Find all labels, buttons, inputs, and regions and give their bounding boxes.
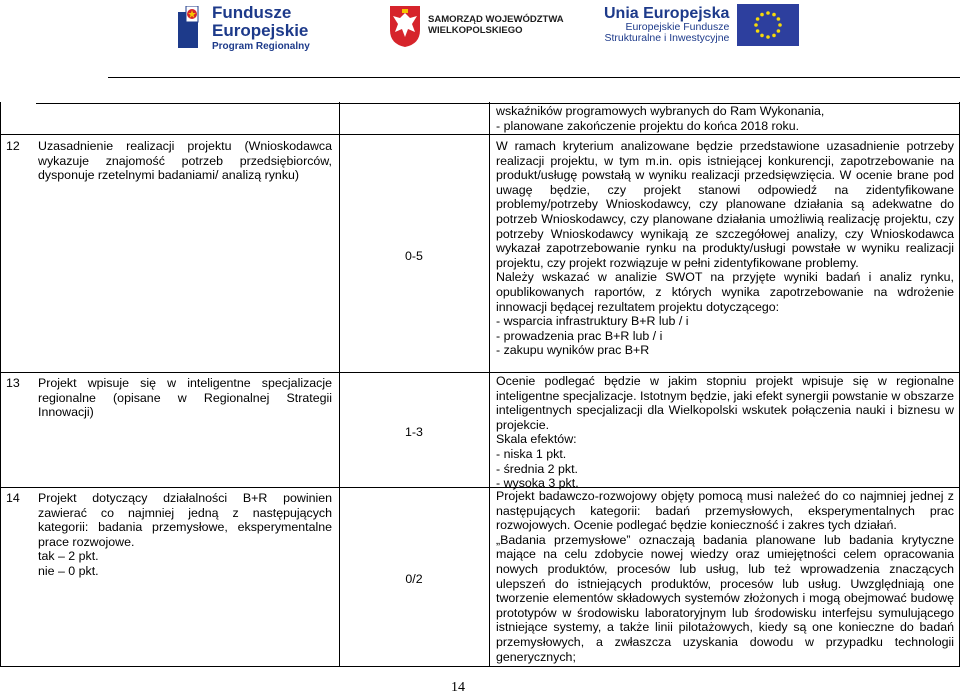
table-row: wskaźników programowych wybranych do Ram Wykonania, - planowane zakończenie projektu do końca 2018 roku.: [496, 104, 825, 133]
criteria-table: [0, 102, 960, 667]
fe-title-line1: Fundusze: [212, 3, 292, 22]
eagle-crest-icon: [388, 4, 422, 48]
criterion-name: Projekt dotyczący działalności B+R powinien zawierać co najmniej jedną z następujących kategorii: badania przemysłowe, eksperymentalne prace rozwojowe. tak – 2 pkt. nie – 0 pkt.: [38, 491, 332, 578]
header-rule: [108, 77, 960, 78]
unia-europejska-logo: [604, 4, 799, 46]
criterion-name: Uzasadnienie realizacji projektu (Wnioskodawca wykazuje znajomość potrzeb przedsiębiorców, dysponuje rzetelnymi badaniami/ analizą rynku): [38, 139, 332, 183]
wielkopolska-logo: [388, 4, 564, 48]
table-bottom-border: [0, 666, 960, 667]
table-column-divider: [0, 102, 1, 667]
fe-star-icon: [178, 6, 206, 50]
wielkopolska-line1: SAMORZĄD WOJEWÓDZTWA: [428, 14, 564, 26]
table-column-divider: [489, 102, 490, 667]
document-header: [0, 0, 960, 78]
fe-title-line3: Program Regionalny: [212, 40, 310, 52]
criterion-description: Projekt badawczo-rozwojowy objęty pomocą musi należeć do co najmniej jednej z następujących kategorii: badań przemysłowych, eksperymentalnych prac rozwojowych. Ocenie podlegać będzie konieczność i zakres tych działań. „Badania przemysłowe” oznaczają badania planowane lub badania krytyczne mające na celu zdobycie nowej wiedzy oraz umiejętności celem opracowania nowych produktów, procesów lub usług, lub też wprowadzenia znaczących ulepszeń do istniejących produktów, procesów lub usług. Uwzględniają one tworzenie elementów składowych systemów złożonych i mogą obejmować budowę prototypów w środowisku laboratoryjnym lub środowisku interfejsu symulującego istniejące systemy, a także linii pilotażowych, kiedy są one konieczne do badań przemysłowych, a zwłaszcza uzyskania dowodu w przypadku technologii generycznych;: [496, 489, 954, 664]
criterion-number: 12: [6, 139, 20, 153]
fe-title-line2: Europejskie: [212, 20, 309, 40]
fundusze-europejskie-logo: [178, 4, 310, 52]
ue-title-line1: Unia Europejska: [604, 4, 730, 22]
ue-title-line2: Europejskie Fundusze: [625, 21, 730, 34]
criterion-description: W ramach kryterium analizowane będzie przedstawione uzasadnienie potrzeby realizacji projektu, w tym m.in. opis istniejącej konkurencji, zapotrzebowanie na produkt/usługę powstałą w wyniku realizacji przedsięwzięcia. W ocenie brane pod uwagę będzie, czy projekt stanowi odpowiedź na zidentyfikowane problemy/potrzeby Wnioskodawcy, czy planowane działania są adekwatne do potrzeb Wnioskodawcy, czy planowane działania umożliwią realizację projektu, czy potrzeby Wnioskodawcy wynikają ze szczegółowej analizy, czy Wnioskodawca wykazał zapotrzebowanie rynku na produkty/usługi powstałe w wyniku realizacji projektu, czy projekt rozwiązuje w pełni zidentyfikowane problemy. Należy wskazać w analizie SWOT na przyjęte wyniki badań i analiz rynku, opublikowanych raportów, z których wynika zapotrzebowanie na wdrożenie innowacji będącej rezultatem projektu dotyczącego: - wsparcia infrastruktury B+R lub / i - prowadzenia prac B+R lub / i - zakupu wyników prac B+R: [496, 139, 954, 358]
wielkopolska-line2: WIELKOPOLSKIEGO: [428, 25, 523, 36]
criterion-points: 0-5: [405, 249, 423, 263]
criterion-points: 1-3: [405, 425, 423, 439]
criterion-number: 13: [6, 376, 20, 390]
ue-title-line3: Strukturalne i Inwestycyjne: [604, 32, 730, 45]
criterion-points: 0/2: [405, 572, 423, 586]
criterion-number: 14: [6, 491, 20, 505]
criterion-name: Projekt wpisuje się w inteligentne specjalizacje regionalne (opisane w Regionalnej Strategii Innowacji): [38, 376, 332, 420]
criterion-description: Ocenie podlegać będzie w jakim stopniu projekt wpisuje się w regionalne inteligentne specjalizacje. Istotnym będzie, jaki efekt synergii powstanie w obszarze inteligentnych specjalizacji dla Wielkopolski wskutek połączenia nauki i biznesu w projekcie. Skala efektów: - niska 1 pkt. - średnia 2 pkt. - wysoka 3 pkt.: [496, 374, 954, 491]
eu-flag-icon: [737, 4, 799, 46]
page-number: 14: [451, 680, 465, 695]
table-row-divider: [0, 372, 960, 373]
table-row-divider: [0, 134, 960, 135]
